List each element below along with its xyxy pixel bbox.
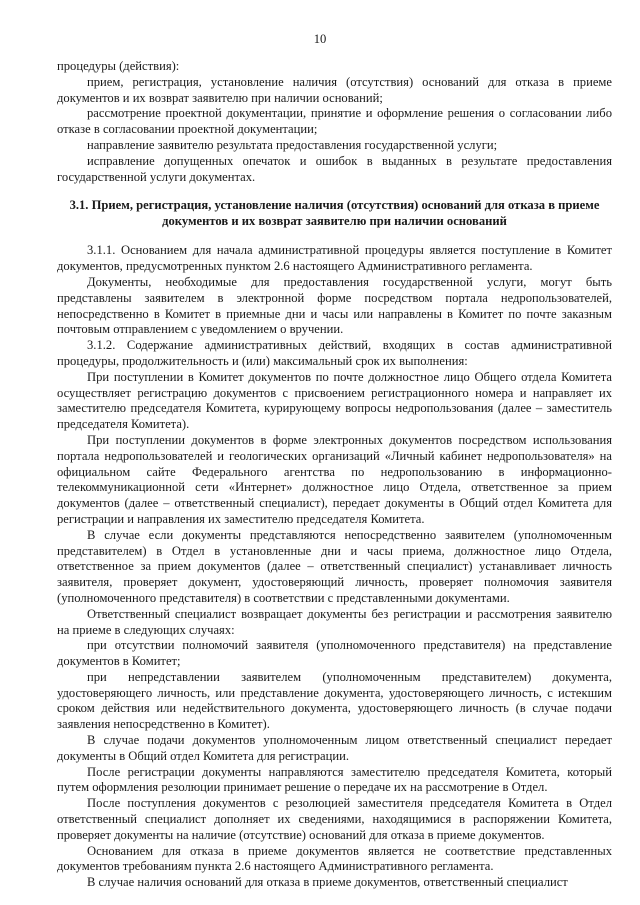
paragraph: После регистрации документы направляются заместителю председателя Комитета, который путем оформления резолюции принимает решение о передаче их на рассмотрение в Отдел. (57, 764, 612, 795)
paragraph: При поступлении в Комитет документов по почте должностное лицо Общего отдела Комитета осуществляет регистрацию документов с присвоением регистрационного номера и направляет их заместителю председателя Комитета, курирующему вопросы недропользования (далее – заместитель председателя Комитета). (57, 369, 612, 432)
paragraph: В случае наличия оснований для отказа в приеме документов, ответственный специалист (87, 875, 568, 890)
paragraph: 3.1.2. Содержание административных действий, входящих в состав административной процедуры, продолжительность и (или) максимальный срок их выполнения: (57, 338, 612, 368)
paragraph: Основанием для отказа в приеме документов является не соответствие представленных документов требованиям пункта 2.6 настоящего Административного регламента. (57, 843, 612, 874)
paragraph: при отсутствии полномочий заявителя (уполномоченного представителя) на представление документов в Комитет; (57, 638, 612, 669)
section-heading: 3.1. Прием, регистрация, установление наличия (отсутствия) оснований для отказа в приеме документов и их возврат заявителю при наличии оснований (69, 198, 600, 229)
page-body (57, 59, 612, 891)
paragraph: При поступлении документов в форме электронных документов посредством использования портала недропользователей и геологических организаций «Личный кабинет недропользователя» на официальном сайте Федерального агентства по недропользованию в информационно-телекоммуникационной сети «Интернет» должностное лицо Отдела, ответственное за прием документов (далее – ответственный специалист), передает документы в Общий отдел Комитета для регистрации и направления их заместителю председателя Комитета. (57, 432, 612, 526)
paragraph: В случае подачи документов уполномоченным лицом ответственный специалист передает документы в Общий отдел Комитета для регистрации. (57, 733, 612, 763)
procedures-intro: процедуры (действия): (57, 59, 180, 73)
paragraph: Ответственный специалист возвращает документы без регистрации и рассмотрения заявителю на приеме в следующих случаях: (57, 606, 612, 637)
paragraph: После поступления документов с резолюцией заместителя председателя Комитета в Отдел ответственный специалист дополняет их сведениями, находящимися в распоряжении Комитета, проверяет документы на наличие (отсутствие) оснований для отказа в приеме документов. (57, 796, 612, 842)
procedure-item: направление заявителю результата предоставления государственной услуги; (87, 137, 498, 152)
paragraph: Документы, необходимые для предоставления государственной услуги, могут быть представлены заявителем в электронной форме посредством портала недропользователей, непосредственно в Комитет в приемные дни и часы или направлены в Комитет по почте заказным почтовым отправлением с уведомлением о вручении. (57, 274, 612, 337)
paragraph: 3.1.1. Основанием для начала административной процедуры является поступление в Комитет документов, предусмотренных пунктом 2.6 настоящего Административного регламента. (57, 243, 612, 274)
paragraph: В случае если документы представляются непосредственно заявителем (уполномоченным представителем) в Отдел в установленные дни и часы приема, должностное лицо Отдела, ответственное за прием документов (далее – ответственный специалист) устанавливает личность заявителя, проверяет документ, удостоверяющий личность, проверяет полномочия заявителя (уполномоченного представителя) в соответствии с представленными документами. (57, 527, 612, 605)
paragraph: при непредставлении заявителем (уполномоченным представителем) документа, удостоверяющего личность, или представление документа, удостоверяющего личность, с истекшим сроком действия или недействительного документа, удостоверяющего личность (в случае подачи заявления непосредственно в Комитет). (57, 669, 612, 732)
page-number: 10 (313, 32, 327, 46)
procedure-item: исправление допущенных опечаток и ошибок в выданных в результате предоставления государственной услуги документах. (57, 153, 612, 184)
procedure-item: рассмотрение проектной документации, принятие и оформление решения о согласовании либо отказе в согласовании проектной документации; (57, 106, 612, 137)
procedure-item: прием, регистрация, установление наличия (отсутствия) оснований для отказа в приеме документов и их возврат заявителю при наличии оснований; (57, 74, 612, 105)
